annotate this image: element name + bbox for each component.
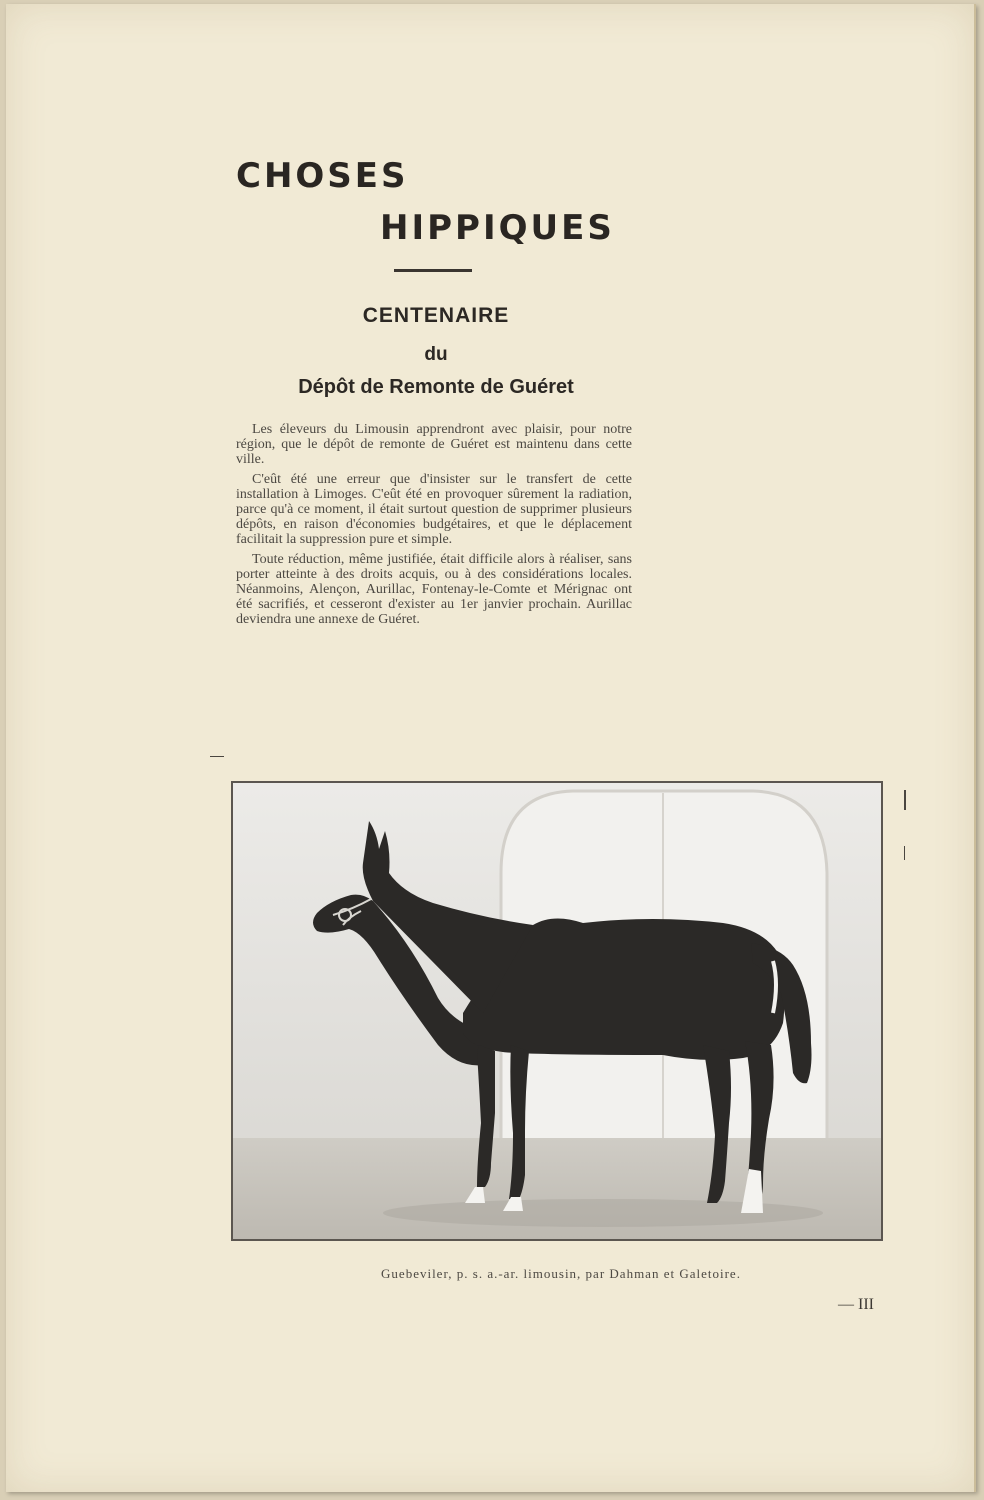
horse-image [233, 783, 881, 1239]
paragraph-2: C'eût été une erreur que d'insister sur le transfert de cette installation à Limoges. C'eût été en provoquer sûrement la radiation, parce qu'à ce moment, il était surtout question de supprimer plusieurs dépôts, en raison d'économies budgétaires, et que le déplacement facilitait la suppression pure et simple. [236, 472, 632, 547]
photo-caption: Guebeviler, p. s. a.-ar. limousin, par Dahman et Galetoire. [381, 1266, 741, 1281]
article-body [236, 422, 632, 632]
margin-tick [904, 846, 905, 860]
title-line-1: CHOSES [236, 156, 409, 196]
horse-photograph [231, 781, 883, 1241]
paragraph-3: Toute réduction, même justifiée, était difficile alors à réaliser, sans porter atteinte à des droits acquis, ou à des considérations locales. Néanmoins, Alençon, Aurillac, Fontenay-le-Comte et Mérignac ont été sacrifiés, et cesseront d'exister au 1er janvier prochain. Aurillac deviendra une annexe de Guéret. [236, 552, 632, 627]
document-page [6, 4, 976, 1492]
title-divider [394, 269, 472, 272]
paragraph-1: Les éleveurs du Limousin apprendront avec plaisir, pour notre région, que le dépôt de remonte de Guéret est maintenu dans cette ville. [236, 422, 632, 467]
page-number: — III [838, 1296, 874, 1313]
margin-tick [904, 790, 906, 810]
margin-tick [210, 756, 224, 757]
article-heading-subject: Dépôt de Remonte de Guéret [298, 376, 574, 398]
title-line-2: HIPPIQUES [380, 208, 615, 248]
article-heading: CENTENAIRE [362, 304, 510, 327]
article-heading-connector: du [424, 344, 448, 365]
